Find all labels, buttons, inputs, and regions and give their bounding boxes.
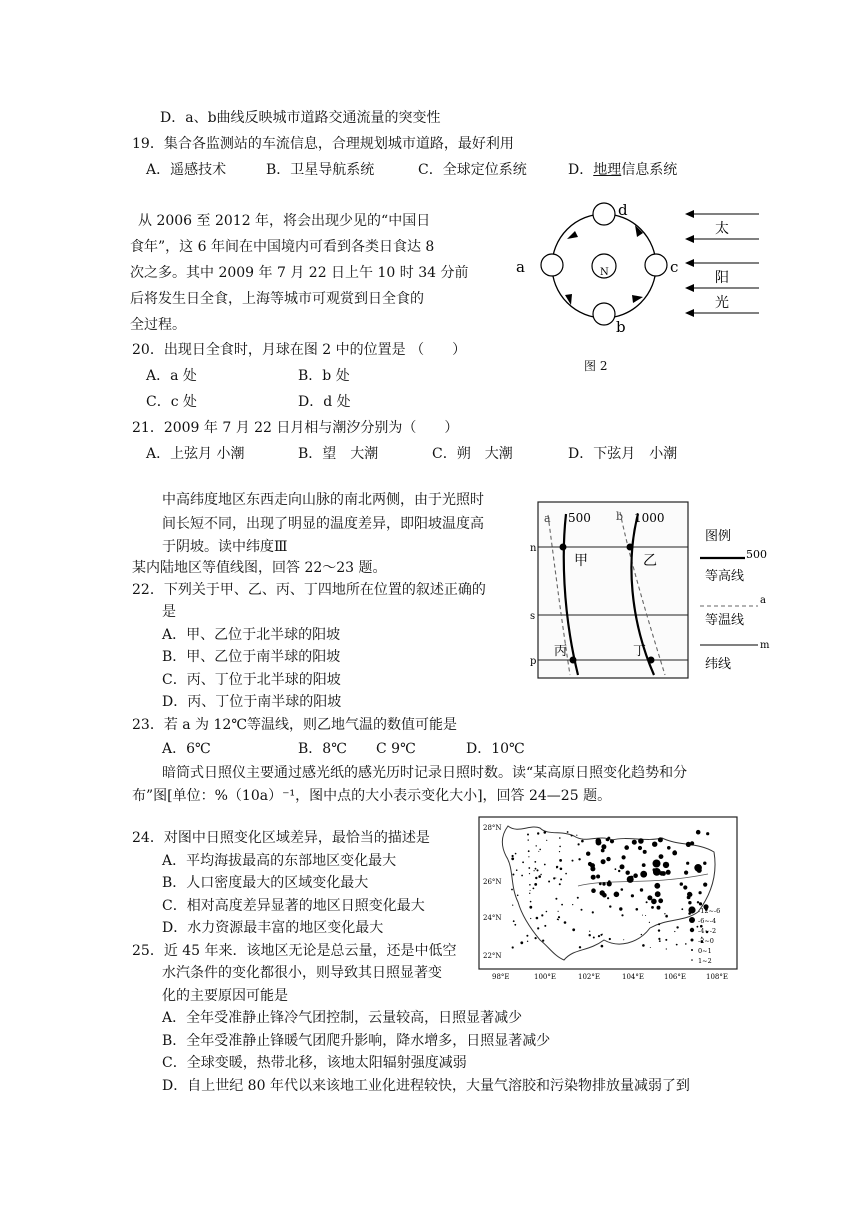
station-dot [619,907,622,910]
station-dot [511,857,514,860]
station-dot [607,882,611,886]
station-dot [614,892,620,898]
station-dot [520,941,523,944]
station-dot [680,882,683,885]
legend-latitude: 纬线 [705,657,732,672]
lat-label: 22°N [483,952,502,960]
station-dot [688,901,691,904]
point-jia [560,544,567,551]
lat-label: 28°N [483,824,502,832]
station-dot [556,867,558,869]
passage-line: 从 2006 至 2012 年，将会出现少见的“中国日 [138,213,431,229]
station-dot [589,934,591,936]
station-dot [517,895,519,897]
station-dot [665,915,668,918]
lat-label: 26°N [483,878,502,886]
station-dot [559,883,561,885]
station-dot [527,941,528,942]
sun-char-3: 光 [715,295,729,311]
q21-option-d: D．下弦月 小潮 [568,446,678,462]
q23-option-d: D．10℃ [466,741,525,757]
station-dot [533,888,535,890]
station-dot [515,853,517,855]
point-ding [648,657,655,664]
station-dot [538,851,539,852]
label-yi: 乙 [643,553,657,569]
legend-a: a [760,595,766,606]
station-dot [620,864,625,869]
station-dot [572,928,575,931]
station-dot [559,846,561,848]
station-dot [658,923,660,925]
station-dot [601,859,606,864]
station-dot [626,871,630,875]
station-dot [703,862,706,865]
station-dot [609,938,611,940]
q25-stem-line-1: 25．近 45 年来．该地区无论是总云量，还是中低空 [132,943,457,959]
station-dot [606,857,610,861]
q24-option-c: C．相对高度差异显著的地区日照变化最大 [162,898,425,914]
station-dot [596,875,600,879]
q24-stem: 24．对图中日照变化区域差异，最恰当的描述是 [132,830,430,846]
station-dot [514,924,516,926]
contour-isotherm-figure [530,500,778,684]
label-jia: 甲 [574,553,588,569]
station-dot [649,922,650,923]
station-dot [572,904,573,905]
station-dot [654,883,660,889]
station-dot [681,908,683,910]
q24-option-a: A．平均海拔最高的东部地区变化最大 [162,853,397,869]
station-dot [561,904,563,906]
station-dot [623,939,624,940]
label-n: n [530,543,537,554]
station-dot [534,861,536,863]
station-dot [632,840,637,845]
station-dot [658,898,663,903]
station-dot [659,854,664,859]
station-dot [686,862,689,865]
q25-stem-line-2: 水汽条件的变化都很小，则导致其日照显著变 [162,965,442,981]
station-dot [540,874,541,875]
moon-d [593,203,615,225]
station-dot [683,885,687,889]
station-dot [560,868,563,871]
legend-m: m [760,640,770,651]
lon-label: 104°E [622,973,644,981]
station-dot [607,897,609,899]
station-dot [522,861,524,863]
legend-item: -6~-4 [698,917,717,925]
station-dot [690,841,694,845]
passage-line: 食年”，这 6 年间在中国境内可看到各类日食达 8 [130,239,435,255]
station-dot [555,878,556,879]
legend-item: -4~-2 [698,927,717,935]
station-dot [591,875,596,880]
q19-option-d: D．地理信息系统 [568,162,678,178]
station-dot [699,891,702,894]
q25-option-c: C．全球变暖，热带北移，该地太阳辐射强度减弱 [162,1055,467,1071]
station-dot [651,906,654,909]
point-bing [570,657,577,664]
station-dot [581,909,583,911]
station-dot [653,860,661,868]
lon-label: 98°E [492,973,510,981]
station-dot [645,915,646,916]
station-dot [528,839,529,840]
station-dot [542,940,544,942]
legend-item: -12~-6 [698,907,721,915]
station-dot [641,934,642,935]
passage-line: 某内陆地区等值线图，回答 22～23 题。 [132,560,387,576]
station-dot [602,893,607,898]
station-dot [653,868,656,871]
passage-line: 全过程。 [130,317,186,333]
q24-option-d: D．水力资源最丰富的地区变化最大 [162,920,384,936]
label-500: 500 [568,511,591,525]
station-dot [546,911,548,913]
station-dot [512,905,513,906]
q20-stem: 20．出现日全食时，月球在图 2 中的位置是 （ ） [132,342,467,358]
station-dot [548,881,550,883]
station-dot [642,944,645,947]
station-dot [565,873,567,875]
station-dot [530,901,532,903]
legend-item: 0~1 [698,947,712,955]
q22-option-a: A．甲、乙位于北半球的阳坡 [162,627,341,643]
label-1000: 1000 [634,511,665,525]
station-dot [536,845,537,846]
station-dot [592,911,594,913]
station-dot [699,902,702,905]
q20-option-d: D．d 处 [298,394,351,410]
station-dot [601,844,606,849]
station-dot [534,870,535,871]
label-s: s [530,611,536,622]
station-dot [657,906,661,910]
station-dot [564,921,567,924]
station-dot [666,870,671,875]
station-dot [697,901,699,903]
label-a: a [516,258,525,276]
station-dot [529,906,532,909]
station-dot [601,945,604,948]
station-dot [558,916,560,918]
station-dot [687,896,691,900]
q25-stem-line-3: 化的主要原因可能是 [162,988,288,1004]
station-dot [633,873,638,878]
station-dot [618,870,620,872]
eclipse-passage [130,208,470,338]
point-yi [627,544,634,551]
station-dot [659,940,661,942]
moon-a [541,254,563,276]
earth-n-label: N [600,267,609,278]
q19-option-a: A．遥感技术 [146,162,227,178]
station-dot [599,882,602,885]
legend-500: 500 [746,548,767,561]
q21-option-a: A．上弦月 小潮 [146,446,245,462]
station-dot [651,899,657,905]
legend-item: 1~2 [698,957,712,965]
contour-legend [700,529,770,672]
legend-item: -2~0 [698,937,714,945]
station-dot [685,943,687,945]
station-dot [528,856,529,857]
q25-option-a: A．全年受准静止锋冷气团控制，云量较高，日照显著减少 [162,1010,523,1026]
q24-option-b: B．人口密度最大的区域变化最大 [162,875,369,891]
station-dot [536,917,539,920]
station-dot [622,855,626,859]
station-dot [526,935,528,937]
q22-option-d: D．丙、丁位于南半球的阳坡 [162,694,342,710]
station-dot [666,948,667,949]
label-c: c [670,258,679,276]
station-dot [581,840,584,843]
station-dot [558,911,559,912]
station-dot [621,888,624,891]
station-dot [655,891,661,897]
station-dot [529,893,530,894]
label-d: d [618,201,628,219]
station-dot [512,946,514,948]
station-dot [537,832,539,834]
sunshine-change-map [478,816,740,981]
legend-isotherm: 等温线 [705,613,745,628]
station-dot [529,873,530,874]
q22-stem-cont: 是 [162,604,176,620]
station-dot [539,849,541,851]
station-dot [610,839,614,843]
station-dot [541,914,543,916]
station-dot [664,913,665,914]
passage-line: 中高纬度地区东西走向山脉的南北两侧，由于光照时 [162,492,484,508]
lon-label: 100°E [534,973,556,981]
station-dot [602,934,603,935]
q25-option-d: D．自上世纪 80 年代以来该地工业化进程较快，大量气溶胶和污染物排放量减弱了到 [162,1078,690,1094]
sun-char-2: 阳 [715,270,729,286]
lat-label: 24°N [483,914,502,922]
station-dot [640,871,647,878]
station-dot [527,834,529,836]
legend-title: 图例 [705,529,732,544]
station-dot [537,927,539,929]
station-dot [696,830,701,835]
label-ding: 丁 [633,644,647,659]
station-dot [598,935,600,937]
q25-option-b: B．全年受准静止锋暖气团爬升影响，降水增多，日照显著减少 [162,1033,551,1049]
station-dot [513,920,515,922]
station-dot [516,869,518,871]
station-dot [528,867,530,869]
station-dot [535,877,537,879]
orbit-arrow [567,231,578,239]
station-dot [553,877,555,879]
figure-2-caption: 图 2 [584,359,608,373]
station-dot [577,897,579,899]
passage-line: 次之多。其中 2009 年 7 月 22 日上午 10 时 34 分前 [130,265,469,281]
label-b: b [616,318,626,336]
station-dot [579,946,581,948]
lon-label: 106°E [664,973,686,981]
station-dot [652,842,657,847]
station-dot [672,851,677,856]
station-dot [647,895,652,900]
station-dot [630,876,633,879]
label-p: p [530,656,537,667]
q23-stem: 23．若 a 为 12℃等温线，则乙地气温的数值可能是 [132,717,457,733]
station-dot [557,919,559,921]
label-bing: 丙 [554,644,568,659]
station-dot [576,835,577,836]
q21-stem: 21．2009 年 7 月 22 日月相与潮汐分别为（ ） [132,420,459,436]
sunshine-passage-line-1: 暗筒式日照仪主要通过感光纸的感光历时记录日照时数。读“某高原日照变化趋势和分 [162,765,688,781]
station-dot [643,850,647,854]
station-dot [560,878,562,880]
q23-option-a: A．6℃ [162,741,211,757]
station-dot [544,925,546,927]
station-dot [658,837,663,842]
station-dot [529,884,531,886]
station-dot [606,839,608,841]
station-dot [638,846,642,850]
station-dot [624,845,629,850]
station-dot [555,898,557,900]
passage-line: 间长短不同，出现了明显的温度差异，即阳坡温度高 [162,516,484,532]
station-dot [667,846,671,850]
passage-line: 于阴坡。读中纬度Ⅲ [162,539,288,555]
q19-option-b: B．卫星导航系统 [266,162,375,178]
station-dot [674,931,675,932]
station-dot [684,871,688,875]
station-dot [538,875,541,878]
station-dot [642,863,646,867]
station-dot [586,852,590,856]
station-dot [590,866,595,871]
station-dot [571,835,573,837]
station-dot [646,901,648,903]
station-dot [601,849,605,853]
station-dot [511,889,513,891]
station-dot [659,871,664,876]
q19-stem: 19．集合各监测站的车流信息，合理规划城市道路，最好利用 [132,136,514,152]
station-dot [534,883,537,886]
station-dot [596,838,602,844]
station-dot [559,837,561,839]
station-dot [631,894,634,897]
q21-option-b: B．望 大潮 [298,446,379,462]
station-dot [578,858,580,860]
station-dot [588,862,592,866]
station-dot [567,831,569,833]
station-dot [578,843,580,845]
station-dot [663,862,669,868]
station-dot [530,918,531,919]
legend-contour: 等高线 [705,569,745,584]
station-dot [535,868,537,870]
station-dot [703,883,707,887]
station-dot [530,890,531,891]
figure-2-orbit-diagram [505,195,775,375]
q23-option-b: B．8℃ [298,741,347,757]
sun-char-1: 太 [715,221,729,237]
lon-label: 108°E [706,973,728,981]
station-dot [621,914,623,916]
station-dot [559,859,562,862]
station-dot [544,831,547,834]
sun-ray-arrowheads [685,210,694,317]
station-dot [640,888,643,891]
station-dot [706,832,709,835]
station-dot [537,869,539,871]
q19-option-c: C．全球定位系统 [418,162,527,178]
station-dot [638,838,644,844]
station-dot [512,855,514,857]
q22-option-b: B．甲、乙位于南半球的阳坡 [162,649,341,665]
q18-option-d: D．a、b曲线反映城市道路交通流量的突变性 [160,110,441,126]
label-b: b [616,510,624,523]
q20-option-a: A．a 处 [146,368,197,384]
station-dot [676,944,678,946]
q23-option-c: C 9℃ [376,741,416,757]
station-dot [528,850,530,852]
station-dot [593,937,595,939]
station-dot [546,840,547,841]
sunshine-passage-line-2: 布”图[单位：%（10a）⁻¹，图中点的大小表示变化大小]，回答 24—25 题。 [132,788,612,804]
moon-c [645,254,667,276]
station-dot [512,874,514,876]
q20-option-b: B．b 处 [298,368,350,384]
q22-option-c: C．丙、丁位于北半球的阳坡 [162,672,341,688]
station-dot [602,882,605,885]
station-dot [589,931,590,932]
q20-option-c: C．c 处 [146,394,198,410]
station-dot [658,938,660,940]
station-dot [642,915,643,916]
q22-stem: 22．下列关于甲、乙、丙、丁四地所在位置的叙述正确的 [132,582,486,598]
station-dot [609,905,611,907]
q21-option-c: C．朔 大潮 [432,446,513,462]
label-a: a [544,512,551,525]
station-dot [665,939,667,941]
lon-label: 102°E [578,973,600,981]
station-dot [694,864,702,872]
station-dot [535,937,537,939]
station-dot [544,864,546,866]
station-dot [591,888,596,893]
passage-line: 后将发生日全食，上海等城市可观赏到日全食的 [130,291,424,307]
station-dot [676,926,678,928]
station-dot [658,929,660,931]
station-dot [636,908,639,911]
station-dot [650,947,651,948]
station-dot [521,875,523,877]
station-dot [572,860,574,862]
moon-b [593,303,615,325]
station-dot [615,868,617,870]
station-dot [559,851,560,852]
